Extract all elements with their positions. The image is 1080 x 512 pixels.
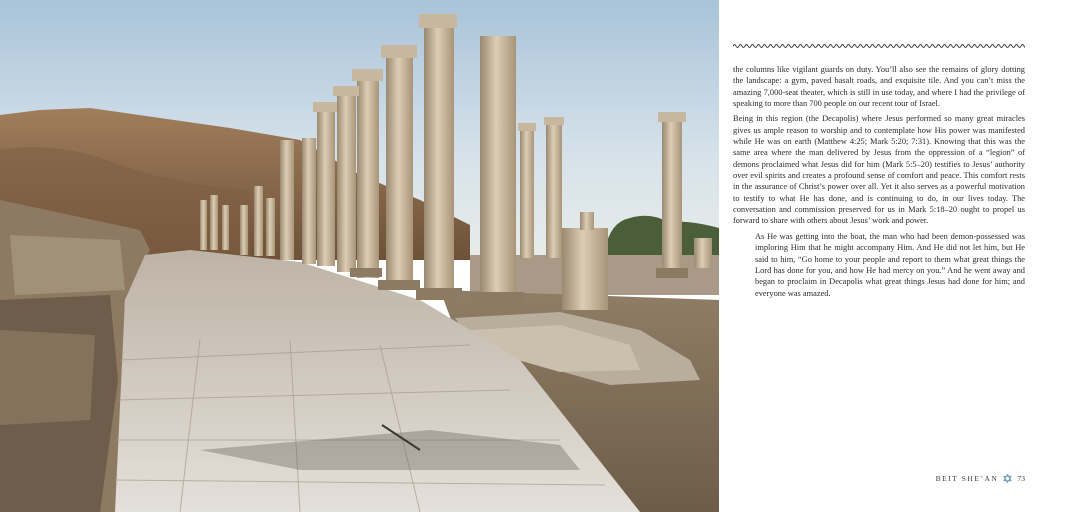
- article-body: [733, 64, 1025, 299]
- star-of-david-icon: [1003, 474, 1012, 483]
- paragraph: Being in this region (the Decapolis) where Jesus performed so many great miracles gives us ample reason to worship and to contemplate how His power was manifested while He was on earth (Matthew 4:25; Mark 5:20; 7:31). Knowing that this was the same area where the man delivered by Jesus from the oppression of a “legion” of demons proclaimed what Jesus did for him (Mark 5:5–20) testifies to Jesus’ authority over evil spirits and creates a profound sense of comfort and peace. This comfort rests in the assurance of Christ’s power over all. Yet it also serves as a powerful motivation to testify to what He has done, and is continuing to do, in our lives today. The conversation and commission preserved for us in Mark 5:18–20 ought to propel us forward to share with others about Jesus’ work and power.: [733, 114, 1025, 226]
- page-footer: [933, 472, 1025, 484]
- running-head: BEIT SHE’AN: [935, 473, 999, 483]
- paragraph: the columns like vigilant guards on duty. You’ll also see the remains of glory dotting the landscape: a gym, paved basalt roads, and exquisite tile. And you can’t miss the amazing 7,000-seat theater, which is still in use today, and where I had the privilege of speaking to more than 700 people on our recent tour of Israel.: [733, 65, 1025, 109]
- scripture-quote: As He was getting into the boat, the man who had been demon-possessed was imploring Him that he might accompany Him. And He did not let him, but He said to him, “Go home to your people and report to them what great things the Lord has done for you, and how He had mercy on you.” And he went away and began to proclaim in Decapolis what great things Jesus had done for him; and everyone was amazed.: [755, 231, 1025, 298]
- page-number: 73: [1017, 473, 1025, 483]
- text-page: [719, 0, 1080, 512]
- decorative-wave-rule: [733, 42, 1025, 50]
